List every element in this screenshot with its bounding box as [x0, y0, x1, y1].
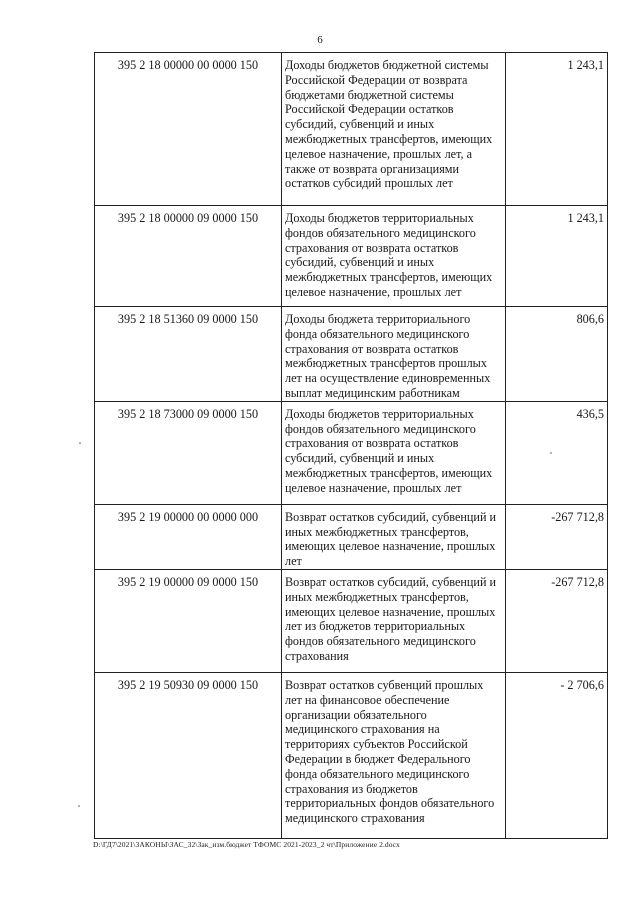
budget-revenue-table [94, 52, 608, 839]
amount: 1 243,1 [506, 53, 608, 206]
revenue-name: Возврат остатков субсидий, субвенций и иных межбюджетных трансфертов, имеющих целевое назначение, прошлых лет [282, 504, 506, 569]
scan-speck [79, 442, 81, 444]
document-file-path: D:\ГД7\2021\ЗАКОНЫ\ЗАС_32\Зак_изм.бюджет ТФОМС 2021-2023_2 чт\Приложение 2.docx [93, 840, 400, 849]
page-number: 6 [317, 34, 323, 46]
table-row [95, 307, 608, 402]
table-row [95, 569, 608, 672]
revenue-name: Доходы бюджетов бюджетной системы Российской Федерации от возврата бюджетами бюджетной системы Российской Федерации остатков субсидий, субвенций и иных межбюджетных трансфертов, имеющих целевое назначение, прошлых лет, а также от возврата организациями остатков субсидий прошлых лет [282, 53, 506, 206]
amount: 1 243,1 [506, 206, 608, 307]
budget-code: 395 2 19 50930 09 0000 150 [95, 672, 282, 838]
budget-code: 395 2 18 51360 09 0000 150 [95, 307, 282, 402]
revenue-name: Доходы бюджета территориального фонда обязательного медицинского страхования от возврата остатков межбюджетных трансфертов прошлых лет на осуществление единовременных выплат медицинским работникам [282, 307, 506, 402]
revenue-name: Возврат остатков субвенций прошлых лет на финансовое обеспечение организации обязательного медицинского страхования на территориях субъектов Российской Федерации в бюджет Федерального фонда обязательного медицинского страхования из бюджетов территориальных фондов обязательного медицинского страхования [282, 672, 506, 838]
budget-code: 395 2 19 00000 00 0000 000 [95, 504, 282, 569]
scan-speck [78, 805, 80, 807]
amount: -267 712,8 [506, 569, 608, 672]
amount: 806,6 [506, 307, 608, 402]
table-row [95, 672, 608, 838]
budget-code: 395 2 18 73000 09 0000 150 [95, 401, 282, 504]
budget-code: 395 2 19 00000 09 0000 150 [95, 569, 282, 672]
revenue-name: Доходы бюджетов территориальных фондов обязательного медицинского страхования от возврата остатков субсидий, субвенций и иных межбюджетных трансфертов, имеющих целевое назначение, прошлых лет [282, 206, 506, 307]
budget-code: 395 2 18 00000 00 0000 150 [95, 53, 282, 206]
table-row [95, 53, 608, 206]
amount: -267 712,8 [506, 504, 608, 569]
table-row [95, 401, 608, 504]
scan-speck [550, 452, 552, 454]
revenue-name: Возврат остатков субсидий, субвенций и иных межбюджетных трансфертов, имеющих целевое назначение, прошлых лет из бюджетов территориальных фондов обязательного медицинского страхования [282, 569, 506, 672]
table-row [95, 206, 608, 307]
table-row [95, 504, 608, 569]
revenue-name: Доходы бюджетов территориальных фондов обязательного медицинского страхования от возврата остатков субсидий, субвенций и иных межбюджетных трансфертов, имеющих целевое назначение, прошлых лет [282, 401, 506, 504]
amount: 436,5 [506, 401, 608, 504]
budget-code: 395 2 18 00000 09 0000 150 [95, 206, 282, 307]
amount: - 2 706,6 [506, 672, 608, 838]
